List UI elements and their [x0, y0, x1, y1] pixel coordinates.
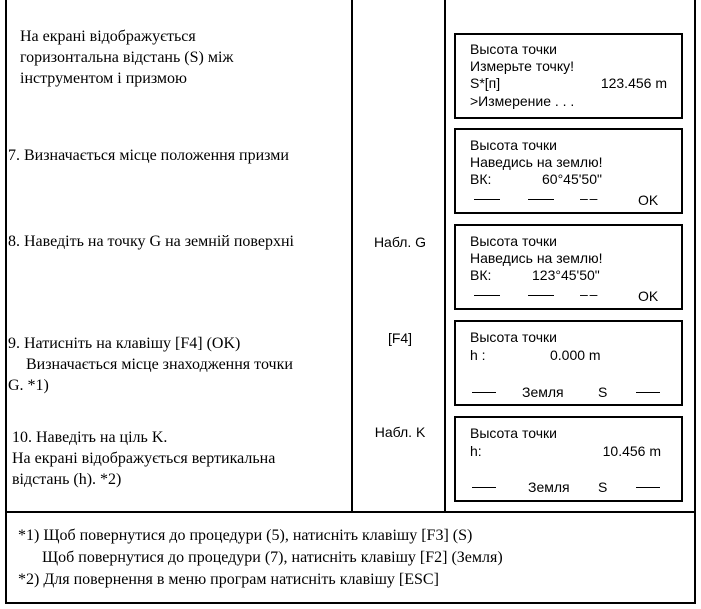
softkey-empty	[636, 392, 660, 393]
footnote-1: *1) Щоб повернутися до процедури (5), натисніть клавішу [F3] (S)	[18, 527, 473, 544]
softkey-s: S	[598, 384, 608, 400]
step-description	[8, 231, 348, 252]
softkey-empty	[636, 487, 660, 488]
key-label: Набл. K	[374, 424, 426, 440]
screen-message: Наведись на землю!	[470, 250, 603, 266]
footnote-2: *2) Для повернення в меню програм натисніть клавішу [ESC]	[18, 571, 439, 588]
height-label: h :	[470, 347, 486, 363]
distance-label: S*[п]	[470, 75, 501, 91]
text-line: відстань (h). *2)	[12, 471, 122, 488]
height-label: h:	[470, 443, 482, 459]
softkey-empty	[472, 487, 496, 488]
softkey-empty: – –	[580, 286, 597, 302]
height-value: 10.456 m	[602, 443, 661, 459]
key-label: [F4]	[387, 330, 413, 346]
softkey-empty	[474, 199, 500, 200]
text-line: На екрані відображується	[20, 28, 196, 45]
screen-title: Высота точки	[470, 41, 557, 57]
step-description	[20, 26, 360, 89]
screen-message: Наведись на землю!	[470, 154, 603, 170]
screen-title: Высота точки	[470, 425, 557, 441]
step-description	[8, 333, 348, 396]
instrument-screen	[454, 416, 683, 502]
softkey-empty	[528, 295, 554, 296]
text-line: G. *1)	[8, 377, 49, 394]
instrument-screen	[454, 320, 683, 406]
footnote-divider	[5, 511, 696, 513]
softkey-empty	[474, 295, 500, 296]
step-description	[12, 427, 352, 490]
softkey-s: S	[598, 479, 608, 495]
instrument-screen	[454, 224, 683, 310]
softkey-empty	[472, 392, 496, 393]
step-description	[8, 145, 348, 166]
screen-title: Высота точки	[470, 137, 557, 153]
softkey-ok: OK	[638, 192, 659, 208]
measuring-status: >Измерение . . .	[470, 93, 575, 109]
softkey-empty: – –	[580, 190, 597, 206]
vertical-angle-label: ВК:	[470, 267, 492, 283]
vertical-angle-value: 60°45'50"	[542, 171, 602, 187]
instrument-screen	[454, 33, 683, 119]
text-line: 8. Наведіть на точку G на земній поверхні	[8, 233, 294, 250]
screen-title: Высота точки	[470, 329, 557, 345]
softkey-empty	[528, 199, 554, 200]
text-line: На екрані відображується вертикальна	[12, 450, 276, 467]
distance-value: 123.456 m	[600, 75, 667, 91]
softkey-ground: Земля	[528, 479, 570, 495]
vertical-angle-label: ВК:	[470, 171, 492, 187]
text-line: 9. Натисніть на клавішу [F4] (OK)	[8, 335, 241, 352]
height-value: 0.000 m	[550, 347, 601, 363]
footnote-1-cont: Щоб повернутися до процедури (7), натисніть клавішу [F2] (Земля)	[18, 549, 503, 566]
softkey-ground: Земля	[522, 384, 564, 400]
text-line: горизонтальна відстань (S) між	[20, 49, 234, 66]
screen-title: Высота точки	[470, 233, 557, 249]
text-line: 7. Визначається місце положення призми	[8, 147, 289, 164]
instrument-screen	[454, 128, 683, 214]
text-line: Визначається місце знаходження точки	[26, 356, 293, 373]
key-label: Набл. G	[373, 234, 427, 250]
text-line: 10. Наведіть на ціль K.	[12, 429, 168, 446]
screen-message: Измерьте точку!	[470, 58, 575, 74]
softkey-ok: OK	[638, 288, 659, 304]
vertical-angle-value: 123°45'50"	[532, 267, 600, 283]
text-line: інструментом і призмою	[20, 70, 188, 87]
